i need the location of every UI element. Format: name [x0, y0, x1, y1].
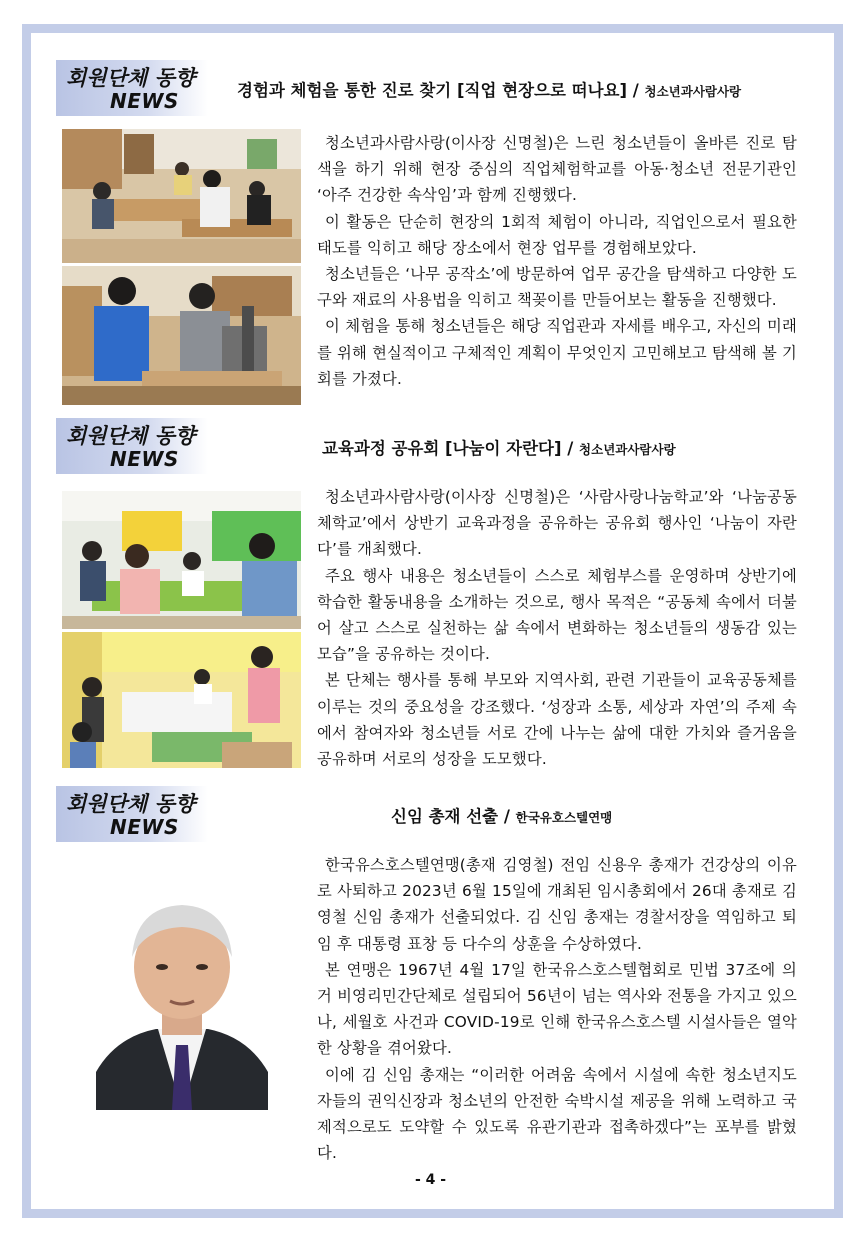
paragraph: 청소년과사람사랑(이사장 신명철)은 ‘사람사랑나눔학교’와 ‘나눔공동체학교’에서 상반기 교육과정을 공유하는 공유회 행사인 ‘나눔이 자란다’를 개최했다. — [317, 488, 797, 559]
article-body-3 — [317, 852, 797, 1166]
news-badge — [56, 786, 208, 842]
article-title-text: 경험과 체험을 통한 진로 찾기 [직업 현장으로 떠나요] — [237, 81, 628, 100]
event-photo-1 — [62, 491, 301, 629]
section-header — [56, 60, 810, 120]
article-org: 한국유호스텔연맹 — [515, 810, 613, 825]
paragraph: 이 활동은 단순히 현장의 1회적 체험이 아니라, 직업인으로서 필요한 태도를 익히고 해당 장소에서 현장 업무를 경험해보았다. — [317, 212, 797, 257]
paragraph: 본 단체는 행사를 통해 부모와 지역사회, 관련 기관들이 교육공동체를 이루는 것의 중요성을 강조했다. ‘성장과 소통, 세상과 자연’의 주제 속에서 참여자와 청소년들 서로 간에 나누는 삶에 대한 가치와 즐거움을 공유하며 서로의 성장을 도모했다. — [317, 671, 797, 769]
workshop-photo-2 — [62, 266, 301, 405]
paragraph: 본 연맹은 1967년 4월 17일 한국유스호스텔협회로 민법 37조에 의거 비영리민간단체로 설립되어 56년이 넘는 역사와 전통을 가지고 있으나, 세월호 사건과 COVID-19로 인해 한국유스호스텔 시설사들은 열악한 상황을 겪어왔다. — [317, 960, 797, 1058]
article-body-2 — [317, 484, 797, 772]
article-title-text: 신임 총재 선출 — [391, 807, 499, 826]
article-title: 신임 총재 선출 / 한국유호스텔연맹 — [391, 807, 613, 826]
article-org: 청소년과사람사랑 — [644, 84, 742, 99]
paragraph: 이 체험을 통해 청소년들은 해당 직업관과 자세를 배우고, 자신의 미래를 위해 현실적이고 구체적인 계획이 무엇인지 고민해보고 탐색해 볼 기회를 가졌다. — [317, 317, 797, 388]
news-badge — [56, 418, 208, 474]
badge-news: NEWS — [110, 815, 179, 839]
news-badge — [56, 60, 208, 116]
workshop-photo-1 — [62, 129, 301, 263]
section-header — [56, 786, 810, 846]
page-number: - 4 - — [414, 1172, 447, 1188]
article-title: 교육과정 공유회 [나눔이 자란다] / 청소년과사람사랑 — [322, 439, 676, 458]
badge-title: 회원단체 동향 — [66, 792, 196, 816]
paragraph: 이에 김 신임 총재는 “이러한 어려움 속에서 시설에 속한 청소년지도자들의 권익신장과 청소년의 안전한 숙박시설 제공을 위해 노력하고 국제적으로도 도약할 수 있도록 유관기관과 접촉하겠다”는 포부를 밝혔다. — [317, 1065, 797, 1163]
president-portrait — [96, 897, 268, 1110]
paragraph: 주요 행사 내용은 청소년들이 스스로 체험부스를 운영하며 상반기에 학습한 활동내용을 소개하는 것으로, 행사 목적은 “공동체 속에서 더불어 살고 스스로 실천하는 삶 속에서 변화하는 청소년들의 생동감 있는 모습”을 공유하는 것이다. — [317, 566, 797, 664]
article-title-text: 교육과정 공유회 [나눔이 자란다] — [322, 439, 562, 458]
badge-news: NEWS — [110, 447, 179, 471]
section-header — [56, 418, 810, 478]
article-org: 청소년과사람사랑 — [579, 442, 676, 457]
news-section-2 — [56, 418, 810, 478]
article-title: 경험과 체험을 통한 진로 찾기 [직업 현장으로 떠나요] / 청소년과사람사랑 — [237, 81, 742, 100]
news-section-3 — [56, 786, 810, 846]
event-photo-2 — [62, 632, 301, 768]
article-body-1 — [317, 130, 797, 392]
paragraph: 한국유스호스텔연맹(총재 김영철) 전임 신용우 총재가 건강상의 이유로 사퇴하고 2023년 6월 15일에 개최된 임시총회에서 26대 총재로 김영철 신임 총재가 선출되었다. 김 신임 총재는 경찰서장을 역임하고 퇴임 후 대통령 표창 등 다수의 상훈을 수상하였다. — [317, 856, 797, 953]
badge-title: 회원단체 동향 — [66, 424, 196, 448]
paragraph: 청소년들은 ‘나무 공작소’에 방문하여 업무 공간을 탐색하고 다양한 도구와 재료의 사용법을 익히고 책꽂이를 만들어보는 활동을 진행했다. — [317, 265, 797, 310]
badge-news: NEWS — [110, 89, 179, 113]
paragraph: 청소년과사람사랑(이사장 신명철)은 느린 청소년들이 올바른 진로 탐색을 하기 위해 현장 중심의 직업체험학교를 아동·청소년 전문기관인 ‘아주 건강한 속삭임’과 함께 진행했다. — [317, 134, 797, 205]
news-section-1 — [56, 60, 810, 120]
badge-title: 회원단체 동향 — [66, 66, 196, 90]
